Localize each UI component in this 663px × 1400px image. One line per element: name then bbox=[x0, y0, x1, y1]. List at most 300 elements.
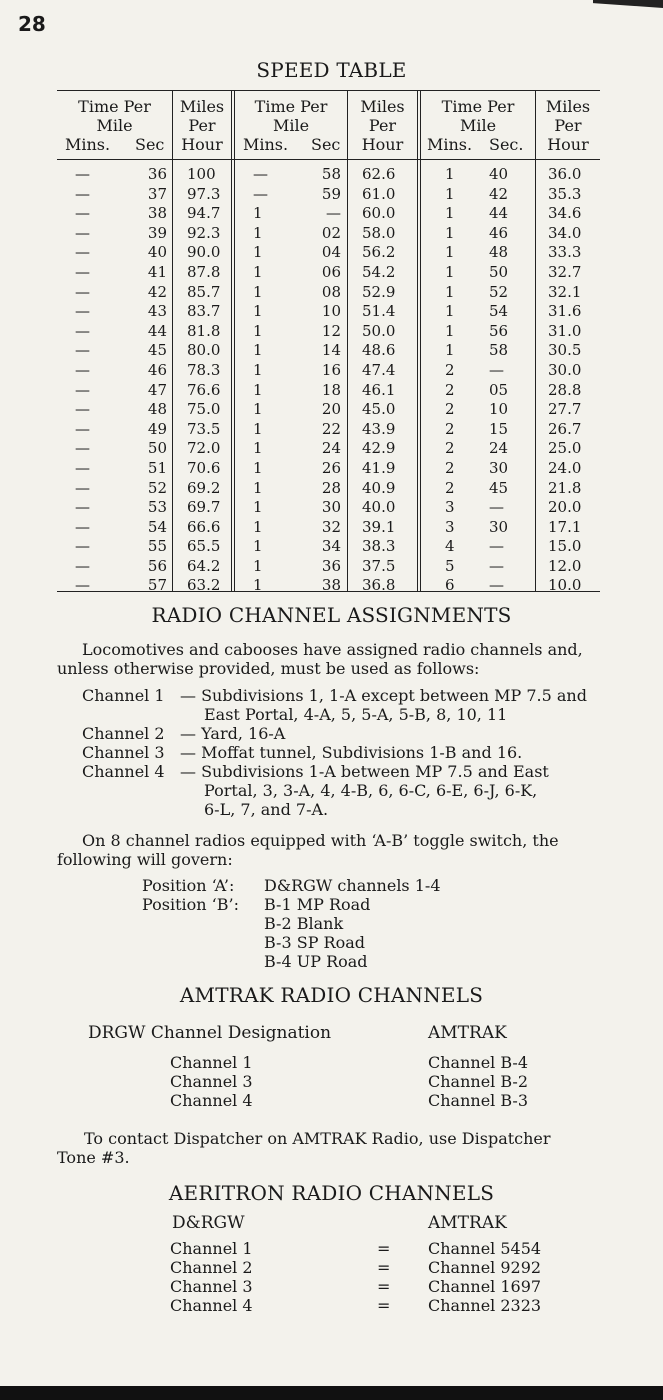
cell-mins: 1 bbox=[253, 223, 263, 242]
cell-sec: 34 bbox=[321, 537, 341, 556]
cell-mins: 1 bbox=[253, 478, 263, 497]
position-label: Position ‘B’: bbox=[142, 895, 239, 914]
cell-mins: 2 bbox=[445, 360, 455, 379]
cell-mins: 1 bbox=[445, 341, 455, 360]
header-sec: Sec. bbox=[489, 135, 524, 154]
cell-sec: 53 bbox=[147, 498, 167, 517]
cell-mph: 54.2 bbox=[362, 262, 396, 281]
cell-mins: 3 bbox=[445, 517, 455, 536]
cell-sec: 06 bbox=[321, 262, 341, 281]
cell-sec: 56 bbox=[489, 321, 509, 340]
table-row bbox=[57, 479, 600, 499]
table-row bbox=[57, 224, 600, 244]
cell-mph: 32.7 bbox=[548, 262, 582, 281]
cell-mins: 1 bbox=[253, 458, 263, 477]
cell-mph: 41.9 bbox=[362, 458, 396, 477]
cell-mph: 21.8 bbox=[548, 478, 582, 497]
cell-mins: 1 bbox=[253, 243, 263, 262]
cell-mph: 45.0 bbox=[362, 400, 396, 419]
cell-mph: 31.0 bbox=[548, 321, 582, 340]
cell-mins: 1 bbox=[253, 341, 263, 360]
cell-mph: 87.8 bbox=[187, 262, 221, 281]
header-time-per-mile bbox=[421, 97, 535, 135]
cell-sec: 36 bbox=[321, 556, 341, 575]
cell-mins: — bbox=[75, 243, 90, 262]
cell-mph: 83.7 bbox=[187, 302, 221, 321]
toggle-intro-line: On 8 channel radios equipped with ‘A-B’ toggle switch, the bbox=[82, 831, 559, 850]
cell-mins: 1 bbox=[253, 576, 263, 595]
cell-sec: 15 bbox=[489, 419, 509, 438]
speed-table-title: SPEED TABLE bbox=[256, 58, 407, 82]
cell-sec: 30 bbox=[321, 498, 341, 517]
cell-mins: 1 bbox=[253, 282, 263, 301]
cell-mins: 4 bbox=[445, 537, 455, 556]
cell-sec: 42 bbox=[489, 184, 509, 203]
cell-sec: 44 bbox=[489, 204, 509, 223]
corner-scan-mark bbox=[593, 0, 663, 8]
cell-mph: 17.1 bbox=[548, 517, 582, 536]
channel-desc: — Subdivisions 1-A between MP 7.5 and East bbox=[180, 762, 549, 781]
cell-sec: 12 bbox=[321, 321, 341, 340]
cell-mph: 94.7 bbox=[187, 204, 221, 223]
header-line: Per bbox=[368, 116, 397, 135]
cell-mph: 70.6 bbox=[187, 458, 221, 477]
cell-mph: 25.0 bbox=[548, 439, 582, 458]
cell-mins: — bbox=[75, 262, 90, 281]
cell-sec: 47 bbox=[147, 380, 167, 399]
speed-table bbox=[57, 90, 600, 595]
cell-sec: 30 bbox=[489, 458, 509, 477]
cell-sec: 22 bbox=[321, 419, 341, 438]
cell-mins: — bbox=[75, 400, 90, 419]
cell-sec: 40 bbox=[147, 243, 167, 262]
cell-mins: 1 bbox=[445, 204, 455, 223]
amtrak-drgw-channel: Channel 1 bbox=[170, 1053, 253, 1072]
cell-mph: 51.4 bbox=[362, 302, 396, 321]
cell-sec: — bbox=[489, 556, 504, 575]
cell-mins: 1 bbox=[253, 439, 263, 458]
header-line: Mile bbox=[459, 116, 497, 135]
amtrak-col-header: AMTRAK bbox=[428, 1023, 507, 1043]
table-row bbox=[57, 400, 600, 420]
channel-label: Channel 2 bbox=[82, 724, 165, 743]
cell-mph: 78.3 bbox=[187, 360, 221, 379]
amtrak-note-line: Tone #3. bbox=[57, 1148, 130, 1167]
cell-mph: 56.2 bbox=[362, 243, 396, 262]
header-mph bbox=[348, 97, 417, 154]
cell-mph: 73.5 bbox=[187, 419, 221, 438]
cell-sec: 14 bbox=[321, 341, 341, 360]
cell-mins: 1 bbox=[253, 517, 263, 536]
equals-sign: = bbox=[377, 1277, 391, 1296]
equals-sign: = bbox=[377, 1258, 391, 1277]
cell-sec: 45 bbox=[489, 478, 509, 497]
amtrak-channel: Channel B-4 bbox=[428, 1053, 529, 1072]
channel-label: Channel 1 bbox=[82, 686, 165, 705]
cell-mph: 92.3 bbox=[187, 223, 221, 242]
cell-mph: 28.8 bbox=[548, 380, 582, 399]
cell-mph: 31.6 bbox=[548, 302, 582, 321]
cell-mins: — bbox=[253, 165, 268, 183]
cell-mph: 64.2 bbox=[187, 556, 221, 575]
header-sec: Sec bbox=[135, 135, 165, 154]
cell-sec: 58 bbox=[321, 165, 341, 183]
cell-mins: — bbox=[75, 184, 90, 203]
aeritron-amtrak-channel: Channel 9292 bbox=[428, 1258, 542, 1277]
cell-mins: — bbox=[75, 556, 90, 575]
cell-mph: 61.0 bbox=[362, 184, 396, 203]
channel-desc: 6-L, 7, and 7-A. bbox=[204, 800, 329, 819]
cell-mins: 1 bbox=[253, 556, 263, 575]
aeritron-title: AERITRON RADIO CHANNELS bbox=[168, 1181, 495, 1205]
cell-mins: 2 bbox=[445, 439, 455, 458]
cell-mins: 1 bbox=[253, 400, 263, 419]
cell-mins: 2 bbox=[445, 400, 455, 419]
cell-sec: 55 bbox=[147, 537, 167, 556]
table-row bbox=[57, 459, 600, 479]
cell-sec: 42 bbox=[147, 282, 167, 301]
cell-mins: — bbox=[75, 380, 90, 399]
cell-mph: 39.1 bbox=[362, 517, 396, 536]
cell-mins: 2 bbox=[445, 380, 455, 399]
cell-mph: 12.0 bbox=[548, 556, 582, 575]
channel-desc: East Portal, 4-A, 5, 5-A, 5-B, 8, 10, 11 bbox=[204, 705, 508, 724]
cell-sec: 39 bbox=[147, 223, 167, 242]
channel-desc: — Moffat tunnel, Subdivisions 1-B and 16. bbox=[180, 743, 523, 762]
cell-sec: 32 bbox=[321, 517, 341, 536]
cell-sec: 50 bbox=[147, 439, 167, 458]
cell-mph: 72.0 bbox=[187, 439, 221, 458]
cell-mph: 76.6 bbox=[187, 380, 221, 399]
cell-mins: 1 bbox=[253, 321, 263, 340]
cell-mph: 42.9 bbox=[362, 439, 396, 458]
cell-mins: 6 bbox=[445, 576, 455, 595]
equals-sign: = bbox=[377, 1239, 391, 1258]
cell-mph: 30.0 bbox=[548, 360, 582, 379]
cell-sec: — bbox=[326, 204, 341, 223]
cell-mins: — bbox=[75, 439, 90, 458]
header-line: Miles bbox=[545, 97, 591, 116]
cell-mph: 58.0 bbox=[362, 223, 396, 242]
cell-mph: 66.6 bbox=[187, 517, 221, 536]
table-row bbox=[57, 576, 600, 596]
table-row bbox=[57, 185, 600, 205]
cell-mph: 40.9 bbox=[362, 478, 396, 497]
cell-mph: 33.3 bbox=[548, 243, 582, 262]
amtrak-title: AMTRAK RADIO CHANNELS bbox=[179, 983, 484, 1007]
cell-mins: 1 bbox=[253, 204, 263, 223]
table-row bbox=[57, 341, 600, 361]
cell-mins: — bbox=[75, 498, 90, 517]
cell-mph: 100 bbox=[187, 165, 216, 183]
cell-mph: 24.0 bbox=[548, 458, 582, 477]
cell-sec: — bbox=[489, 576, 504, 595]
cell-mph: 48.6 bbox=[362, 341, 396, 360]
header-time-per-mile bbox=[235, 97, 347, 135]
amtrak-channel: Channel B-2 bbox=[428, 1072, 529, 1091]
cell-mph: 32.1 bbox=[548, 282, 582, 301]
radio-intro-line: unless otherwise provided, must be used as follows: bbox=[57, 659, 480, 678]
cell-mins: 1 bbox=[445, 243, 455, 262]
header-mins: Mins. bbox=[65, 135, 111, 154]
cell-mph: 38.3 bbox=[362, 537, 396, 556]
header-line: Mile bbox=[96, 116, 133, 135]
aeritron-amtrak-channel: Channel 5454 bbox=[428, 1239, 542, 1258]
cell-mins: — bbox=[75, 302, 90, 321]
cell-mph: 15.0 bbox=[548, 537, 582, 556]
cell-sec: — bbox=[489, 360, 504, 379]
table-row bbox=[57, 557, 600, 577]
cell-sec: 41 bbox=[147, 262, 167, 281]
cell-mph: 27.7 bbox=[548, 400, 582, 419]
cell-sec: 46 bbox=[147, 360, 167, 379]
cell-mph: 69.7 bbox=[187, 498, 221, 517]
header-line: Time Per bbox=[441, 97, 515, 116]
table-row bbox=[57, 204, 600, 224]
cell-sec: 54 bbox=[489, 302, 509, 321]
table-row bbox=[57, 302, 600, 322]
cell-sec: 05 bbox=[489, 380, 509, 399]
cell-mins: 1 bbox=[253, 302, 263, 321]
cell-mph: 36.8 bbox=[362, 576, 396, 595]
position-value: D&RGW channels 1-4 bbox=[264, 876, 441, 895]
aeritron-amtrak-channel: Channel 2323 bbox=[428, 1296, 542, 1315]
cell-mph: 34.0 bbox=[548, 223, 582, 242]
cell-mph: 81.8 bbox=[187, 321, 221, 340]
cell-sec: 52 bbox=[147, 478, 167, 497]
cell-mph: 34.6 bbox=[548, 204, 582, 223]
position-value: B-4 UP Road bbox=[264, 952, 368, 971]
cell-mins: 1 bbox=[253, 537, 263, 556]
cell-sec: 04 bbox=[321, 243, 341, 262]
header-time-per-mile bbox=[57, 97, 172, 135]
header-line: Time Per bbox=[254, 97, 328, 116]
header-line: Mile bbox=[272, 116, 310, 135]
equals-sign: = bbox=[377, 1296, 391, 1315]
cell-mins: — bbox=[75, 341, 90, 360]
bottom-scan-edge bbox=[0, 1386, 663, 1400]
cell-sec: 37 bbox=[147, 184, 167, 203]
channel-label: Channel 4 bbox=[82, 762, 165, 781]
header-line: Per bbox=[554, 116, 582, 135]
aeritron-drgw-channel: Channel 3 bbox=[170, 1277, 253, 1296]
table-row bbox=[57, 263, 600, 283]
cell-sec: 54 bbox=[147, 517, 167, 536]
position-value: B-3 SP Road bbox=[264, 933, 365, 952]
cell-mins: 1 bbox=[445, 302, 455, 321]
header-line: Hour bbox=[361, 135, 404, 154]
header-line: Per bbox=[188, 116, 216, 135]
page-number: 28 bbox=[18, 12, 46, 36]
header-line: Time Per bbox=[78, 97, 151, 116]
table-row bbox=[57, 420, 600, 440]
cell-mph: 62.6 bbox=[362, 165, 396, 183]
cell-mins: 2 bbox=[445, 458, 455, 477]
table-row bbox=[57, 537, 600, 557]
cell-mph: 35.3 bbox=[548, 184, 582, 203]
cell-mins: — bbox=[75, 204, 90, 223]
cell-mph: 80.0 bbox=[187, 341, 221, 360]
cell-mph: 36.0 bbox=[548, 165, 582, 183]
amtrak-drgw-channel: Channel 4 bbox=[170, 1091, 253, 1110]
table-row bbox=[57, 498, 600, 518]
cell-mins: — bbox=[75, 282, 90, 301]
position-value: B-2 Blank bbox=[264, 914, 344, 933]
cell-mins: 1 bbox=[445, 223, 455, 242]
cell-mph: 97.3 bbox=[187, 184, 221, 203]
amtrak-col-header: DRGW Channel Designation bbox=[88, 1023, 332, 1043]
cell-mph: 65.5 bbox=[187, 537, 221, 556]
cell-sec: 45 bbox=[147, 341, 167, 360]
cell-mph: 43.9 bbox=[362, 419, 396, 438]
cell-mins: — bbox=[75, 360, 90, 379]
cell-sec: 10 bbox=[321, 302, 341, 321]
header-line: Hour bbox=[181, 135, 223, 154]
cell-sec: — bbox=[489, 537, 504, 556]
cell-mph: 20.0 bbox=[548, 498, 582, 517]
aeritron-drgw-channel: Channel 1 bbox=[170, 1239, 253, 1258]
table-row bbox=[57, 439, 600, 459]
channel-desc: — Yard, 16-A bbox=[180, 724, 286, 743]
cell-sec: 58 bbox=[489, 341, 509, 360]
header-sec: Sec bbox=[311, 135, 341, 154]
cell-sec: 36 bbox=[147, 165, 167, 183]
cell-mph: 37.5 bbox=[362, 556, 396, 575]
cell-mins: — bbox=[75, 419, 90, 438]
cell-sec: 24 bbox=[489, 439, 509, 458]
header-line: Miles bbox=[179, 97, 225, 116]
table-row bbox=[57, 518, 600, 538]
position-value: B-1 MP Road bbox=[264, 895, 371, 914]
header-rule bbox=[57, 159, 600, 160]
cell-mins: — bbox=[75, 478, 90, 497]
cell-mins: 1 bbox=[445, 262, 455, 281]
cell-sec: 44 bbox=[147, 321, 167, 340]
cell-sec: 10 bbox=[489, 400, 509, 419]
cell-sec: 28 bbox=[321, 478, 341, 497]
cell-sec: 40 bbox=[489, 165, 509, 183]
cell-sec: 24 bbox=[321, 439, 341, 458]
aeritron-amtrak-channel: Channel 1697 bbox=[428, 1277, 542, 1296]
table-row bbox=[57, 361, 600, 381]
cell-mins: 5 bbox=[445, 556, 455, 575]
cell-mph: 52.9 bbox=[362, 282, 396, 301]
cell-sec: 43 bbox=[147, 302, 167, 321]
speed-table-body bbox=[57, 165, 600, 596]
amtrak-channel: Channel B-3 bbox=[428, 1091, 529, 1110]
cell-sec: 08 bbox=[321, 282, 341, 301]
cell-mins: 3 bbox=[445, 498, 455, 517]
cell-sec: 16 bbox=[321, 360, 341, 379]
cell-mph: 50.0 bbox=[362, 321, 396, 340]
cell-mins: 1 bbox=[253, 360, 263, 379]
aeritron-drgw-channel: Channel 4 bbox=[170, 1296, 253, 1315]
position-label: Position ‘A’: bbox=[142, 876, 235, 895]
cell-mph: 47.4 bbox=[362, 360, 396, 379]
table-row bbox=[57, 381, 600, 401]
cell-mph: 85.7 bbox=[187, 282, 221, 301]
cell-mins: 1 bbox=[253, 419, 263, 438]
table-row bbox=[57, 243, 600, 263]
cell-sec: 57 bbox=[147, 576, 167, 595]
cell-mins: 1 bbox=[253, 380, 263, 399]
cell-sec: 02 bbox=[321, 223, 341, 242]
cell-sec: 52 bbox=[489, 282, 509, 301]
cell-mph: 60.0 bbox=[362, 204, 396, 223]
header-mins: Mins. bbox=[243, 135, 289, 154]
cell-sec: 30 bbox=[489, 517, 509, 536]
aeritron-drgw-channel: Channel 2 bbox=[170, 1258, 253, 1277]
cell-mph: 75.0 bbox=[187, 400, 221, 419]
cell-mins: 2 bbox=[445, 419, 455, 438]
cell-mins: 2 bbox=[445, 478, 455, 497]
cell-mins: 1 bbox=[445, 282, 455, 301]
cell-sec: 48 bbox=[147, 400, 167, 419]
cell-sec: 59 bbox=[321, 184, 341, 203]
cell-sec: 26 bbox=[321, 458, 341, 477]
cell-mph: 69.2 bbox=[187, 478, 221, 497]
cell-mins: 1 bbox=[253, 498, 263, 517]
cell-mph: 26.7 bbox=[548, 419, 582, 438]
cell-mph: 10.0 bbox=[548, 576, 582, 595]
aeritron-col-header: D&RGW bbox=[172, 1213, 245, 1233]
header-mins: Mins. bbox=[427, 135, 473, 154]
channel-desc: — Subdivisions 1, 1-A except between MP 7.5 and bbox=[180, 686, 587, 705]
amtrak-drgw-channel: Channel 3 bbox=[170, 1072, 253, 1091]
channel-desc: Portal, 3, 3-A, 4, 4-B, 6, 6-C, 6-E, 6-J, 6-K, bbox=[204, 781, 538, 800]
cell-mins: 1 bbox=[445, 184, 455, 203]
cell-sec: 49 bbox=[147, 419, 167, 438]
cell-mph: 46.1 bbox=[362, 380, 396, 399]
cell-sec: 20 bbox=[321, 400, 341, 419]
table-row bbox=[57, 165, 600, 185]
header-mph bbox=[173, 97, 231, 154]
radio-intro-line: Locomotives and cabooses have assigned radio channels and, bbox=[82, 640, 583, 659]
cell-sec: 50 bbox=[489, 262, 509, 281]
cell-mins: — bbox=[75, 458, 90, 477]
toggle-intro-line: following will govern: bbox=[57, 850, 233, 869]
cell-mins: — bbox=[75, 537, 90, 556]
table-row bbox=[57, 283, 600, 303]
cell-mph: 40.0 bbox=[362, 498, 396, 517]
cell-mph: 90.0 bbox=[187, 243, 221, 262]
cell-sec: 18 bbox=[321, 380, 341, 399]
cell-mins: — bbox=[75, 517, 90, 536]
channel-label: Channel 3 bbox=[82, 743, 165, 762]
cell-sec: 38 bbox=[147, 204, 167, 223]
header-line: Hour bbox=[547, 135, 589, 154]
cell-sec: 51 bbox=[147, 458, 167, 477]
header-mph bbox=[536, 97, 600, 154]
cell-mins: — bbox=[253, 184, 268, 203]
cell-sec: 46 bbox=[489, 223, 509, 242]
cell-mph: 30.5 bbox=[548, 341, 582, 360]
radio-title: RADIO CHANNEL ASSIGNMENTS bbox=[151, 603, 512, 627]
cell-sec: 38 bbox=[321, 576, 341, 595]
cell-sec: 56 bbox=[147, 556, 167, 575]
cell-sec: 48 bbox=[489, 243, 509, 262]
cell-mins: — bbox=[75, 165, 90, 183]
cell-mph: 63.2 bbox=[187, 576, 221, 595]
cell-sec: — bbox=[489, 498, 504, 517]
aeritron-col-header: AMTRAK bbox=[428, 1213, 507, 1233]
cell-mins: 1 bbox=[253, 262, 263, 281]
cell-mins: 1 bbox=[445, 321, 455, 340]
cell-mins: 1 bbox=[445, 165, 455, 183]
header-line: Miles bbox=[360, 97, 405, 116]
cell-mins: — bbox=[75, 223, 90, 242]
amtrak-note-line: To contact Dispatcher on AMTRAK Radio, use Dispatcher bbox=[84, 1129, 551, 1148]
